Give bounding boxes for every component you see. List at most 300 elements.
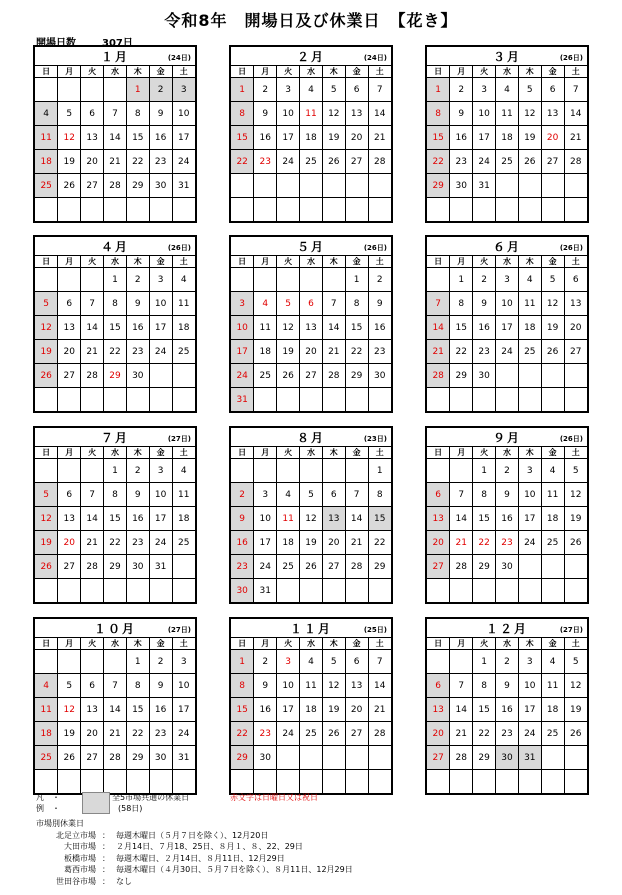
weekday-header: 日 <box>35 447 58 459</box>
empty-cell <box>564 174 587 198</box>
closed-swatch <box>82 792 110 814</box>
day-cell: 25 <box>35 746 58 770</box>
day-cell: 20 <box>427 722 450 746</box>
week-row <box>427 126 587 150</box>
empty-cell <box>126 579 149 603</box>
day-cell: 30 <box>149 746 172 770</box>
market-holiday-text: なし <box>116 876 132 886</box>
weekday-header: 火 <box>81 447 104 459</box>
empty-cell <box>172 579 195 603</box>
empty-cell <box>81 579 104 603</box>
day-cell: 25 <box>277 555 300 579</box>
empty-cell <box>518 579 541 603</box>
week-row <box>427 78 587 102</box>
day-cell: 13 <box>81 126 104 150</box>
empty-cell <box>322 174 345 198</box>
day-cell: 15 <box>104 507 127 531</box>
day-cell: 20 <box>300 340 323 364</box>
day-cell: 9 <box>126 483 149 507</box>
day-cell: 20 <box>58 340 81 364</box>
empty-cell <box>427 770 450 794</box>
day-cell: 7 <box>81 292 104 316</box>
month-open-days: (24日) <box>363 54 387 62</box>
day-cell: 25 <box>35 174 58 198</box>
month-header <box>35 619 195 638</box>
week-row <box>427 770 587 794</box>
day-cell: 7 <box>81 483 104 507</box>
day-cell: 8 <box>473 674 496 698</box>
weekday-header: 水 <box>104 447 127 459</box>
day-cell: 11 <box>172 292 195 316</box>
day-cell: 2 <box>496 459 519 483</box>
month-table <box>427 256 587 411</box>
day-cell: 17 <box>231 340 254 364</box>
weekday-header: 日 <box>231 638 254 650</box>
day-cell: 27 <box>81 174 104 198</box>
day-cell: 24 <box>149 531 172 555</box>
day-cell: 25 <box>541 722 564 746</box>
week-row <box>231 150 391 174</box>
empty-cell <box>564 198 587 222</box>
week-row <box>35 364 195 388</box>
month-calendar <box>229 45 393 223</box>
day-cell: 2 <box>126 268 149 292</box>
day-cell: 1 <box>231 650 254 674</box>
empty-cell <box>300 388 323 412</box>
empty-cell <box>368 198 391 222</box>
empty-cell <box>541 174 564 198</box>
day-cell: 9 <box>368 292 391 316</box>
day-cell: 11 <box>300 102 323 126</box>
day-cell: 13 <box>541 102 564 126</box>
day-cell: 25 <box>541 531 564 555</box>
day-cell: 13 <box>58 507 81 531</box>
day-cell: 4 <box>277 483 300 507</box>
week-row <box>427 268 587 292</box>
day-cell: 3 <box>277 650 300 674</box>
day-cell: 22 <box>368 531 391 555</box>
day-cell: 31 <box>473 174 496 198</box>
day-cell: 10 <box>496 292 519 316</box>
day-cell: 26 <box>564 722 587 746</box>
day-cell: 5 <box>564 459 587 483</box>
legend-closed-desc: 全5市場共通の休業日 <box>112 793 190 802</box>
day-cell: 23 <box>254 722 277 746</box>
day-cell: 26 <box>58 174 81 198</box>
empty-cell <box>81 459 104 483</box>
day-cell: 30 <box>254 746 277 770</box>
day-cell: 31 <box>231 388 254 412</box>
day-cell: 12 <box>518 102 541 126</box>
empty-cell <box>427 579 450 603</box>
weekday-header: 金 <box>149 66 172 78</box>
day-cell: 26 <box>322 150 345 174</box>
empty-cell <box>149 198 172 222</box>
market-holidays <box>36 818 353 887</box>
weekday-header: 水 <box>496 66 519 78</box>
day-cell: 10 <box>473 102 496 126</box>
empty-cell <box>149 364 172 388</box>
month-header <box>231 428 391 447</box>
empty-cell <box>172 388 195 412</box>
month-name: ５月 <box>296 240 325 254</box>
day-cell: 22 <box>126 722 149 746</box>
day-cell: 18 <box>35 150 58 174</box>
empty-cell <box>58 268 81 292</box>
month-table <box>35 66 195 221</box>
market-row <box>36 864 353 876</box>
month-header <box>427 428 587 447</box>
day-cell: 8 <box>368 483 391 507</box>
weekday-header: 金 <box>345 256 368 268</box>
day-cell: 24 <box>172 722 195 746</box>
week-row <box>35 78 195 102</box>
empty-cell <box>254 198 277 222</box>
empty-cell <box>58 78 81 102</box>
weekday-header: 日 <box>427 638 450 650</box>
day-cell: 24 <box>496 340 519 364</box>
day-cell: 12 <box>58 126 81 150</box>
month-open-days: (26日) <box>167 244 191 252</box>
day-cell: 22 <box>104 531 127 555</box>
day-cell: 8 <box>450 292 473 316</box>
day-cell: 18 <box>518 316 541 340</box>
day-cell: 4 <box>300 78 323 102</box>
day-cell: 30 <box>496 555 519 579</box>
day-cell: 2 <box>231 483 254 507</box>
month-open-days: (27日) <box>167 626 191 634</box>
day-cell: 1 <box>126 78 149 102</box>
day-cell: 14 <box>104 698 127 722</box>
month-open-days: (24日) <box>167 54 191 62</box>
day-cell: 23 <box>126 531 149 555</box>
day-cell: 3 <box>496 268 519 292</box>
empty-cell <box>300 268 323 292</box>
day-cell: 1 <box>427 78 450 102</box>
month-header <box>35 237 195 256</box>
week-row <box>35 292 195 316</box>
day-cell: 30 <box>126 364 149 388</box>
week-row <box>427 746 587 770</box>
day-cell: 3 <box>172 650 195 674</box>
empty-cell <box>564 555 587 579</box>
day-cell: 3 <box>172 78 195 102</box>
month-header <box>427 237 587 256</box>
legend-label-2: 例 ・ <box>36 804 60 813</box>
day-cell: 7 <box>104 674 127 698</box>
month-header <box>231 47 391 66</box>
day-cell: 3 <box>518 650 541 674</box>
day-cell: 6 <box>58 483 81 507</box>
week-row <box>231 579 391 603</box>
day-cell: 17 <box>172 698 195 722</box>
empty-cell <box>277 770 300 794</box>
weekday-header: 土 <box>564 256 587 268</box>
empty-cell <box>172 364 195 388</box>
day-cell: 24 <box>473 150 496 174</box>
empty-cell <box>104 78 127 102</box>
day-cell: 2 <box>254 650 277 674</box>
day-cell: 31 <box>518 746 541 770</box>
empty-cell <box>58 770 81 794</box>
month-open-days: (25日) <box>363 626 387 634</box>
weekday-header: 水 <box>300 638 323 650</box>
empty-cell <box>172 198 195 222</box>
month-table <box>427 447 587 602</box>
day-cell: 13 <box>81 698 104 722</box>
day-cell: 16 <box>473 316 496 340</box>
day-cell: 26 <box>322 722 345 746</box>
legend-red-note: 赤文字は日曜日又は祝日 <box>230 793 318 802</box>
page-title: 令和8年 開場日及び休業日 【花き】 <box>164 11 458 30</box>
day-cell: 7 <box>345 483 368 507</box>
day-cell: 24 <box>172 150 195 174</box>
empty-cell <box>427 650 450 674</box>
day-cell: 11 <box>172 483 195 507</box>
day-cell: 7 <box>427 292 450 316</box>
weekday-header: 木 <box>518 66 541 78</box>
week-row <box>231 198 391 222</box>
day-cell: 21 <box>450 531 473 555</box>
month-table <box>231 66 391 221</box>
day-cell: 23 <box>496 722 519 746</box>
week-row <box>427 579 587 603</box>
day-cell: 7 <box>368 78 391 102</box>
day-cell: 6 <box>322 483 345 507</box>
day-cell: 1 <box>473 650 496 674</box>
day-cell: 10 <box>277 674 300 698</box>
day-cell: 30 <box>368 364 391 388</box>
day-cell: 7 <box>104 102 127 126</box>
day-cell: 20 <box>345 126 368 150</box>
day-cell: 18 <box>35 722 58 746</box>
day-cell: 16 <box>126 507 149 531</box>
day-cell: 26 <box>35 364 58 388</box>
empty-cell <box>104 579 127 603</box>
day-cell: 9 <box>126 292 149 316</box>
empty-cell <box>541 388 564 412</box>
day-cell: 10 <box>254 507 277 531</box>
empty-cell <box>322 268 345 292</box>
day-cell: 19 <box>58 150 81 174</box>
month-calendar <box>33 45 197 223</box>
day-cell: 7 <box>450 483 473 507</box>
day-cell: 27 <box>427 746 450 770</box>
empty-cell <box>254 268 277 292</box>
empty-cell <box>149 388 172 412</box>
day-cell: 23 <box>450 150 473 174</box>
week-row <box>231 102 391 126</box>
day-cell: 19 <box>35 340 58 364</box>
day-cell: 12 <box>35 316 58 340</box>
empty-cell <box>81 78 104 102</box>
weekday-header: 水 <box>104 256 127 268</box>
open-days-label: 開場日数 <box>36 38 76 49</box>
month-table <box>35 256 195 411</box>
market-holiday-text: 毎週木曜日（５月７日を除く）、12月20日 <box>116 830 269 840</box>
day-cell: 4 <box>172 459 195 483</box>
separator: ： <box>102 853 110 863</box>
day-cell: 17 <box>172 126 195 150</box>
day-cell: 11 <box>35 698 58 722</box>
weekday-header: 日 <box>427 447 450 459</box>
weekday-header: 木 <box>322 447 345 459</box>
week-row <box>35 483 195 507</box>
day-cell: 18 <box>172 507 195 531</box>
day-cell: 29 <box>104 364 127 388</box>
day-cell: 4 <box>300 650 323 674</box>
month-calendar <box>425 617 589 795</box>
empty-cell <box>35 268 58 292</box>
month-header <box>427 47 587 66</box>
day-cell: 22 <box>427 150 450 174</box>
week-row <box>35 698 195 722</box>
month-calendar <box>229 617 393 795</box>
week-row <box>35 102 195 126</box>
day-cell: 21 <box>564 126 587 150</box>
empty-cell <box>368 388 391 412</box>
market-name: 北足立市場 <box>56 830 96 840</box>
day-cell: 20 <box>58 531 81 555</box>
day-cell: 28 <box>450 746 473 770</box>
day-cell: 15 <box>104 316 127 340</box>
day-cell: 10 <box>149 483 172 507</box>
day-cell: 20 <box>322 531 345 555</box>
empty-cell <box>81 198 104 222</box>
day-cell: 25 <box>300 722 323 746</box>
day-cell: 27 <box>322 555 345 579</box>
weekday-header: 木 <box>322 66 345 78</box>
weekday-header: 木 <box>126 638 149 650</box>
day-cell: 9 <box>496 674 519 698</box>
day-cell: 17 <box>149 507 172 531</box>
month-name: ９月 <box>492 431 521 445</box>
day-cell: 3 <box>277 78 300 102</box>
empty-cell <box>564 579 587 603</box>
empty-cell <box>254 174 277 198</box>
week-row <box>35 150 195 174</box>
weekday-header: 金 <box>149 447 172 459</box>
day-cell: 28 <box>450 555 473 579</box>
day-cell: 31 <box>172 174 195 198</box>
market-row <box>36 830 353 842</box>
empty-cell <box>450 770 473 794</box>
weekday-header: 木 <box>126 66 149 78</box>
day-cell: 30 <box>149 174 172 198</box>
day-cell: 21 <box>427 340 450 364</box>
day-cell: 16 <box>254 126 277 150</box>
empty-cell <box>564 364 587 388</box>
day-cell: 17 <box>254 531 277 555</box>
day-cell: 23 <box>149 722 172 746</box>
month-name: ７月 <box>100 431 129 445</box>
week-row <box>231 531 391 555</box>
day-cell: 24 <box>277 722 300 746</box>
month-calendar <box>425 45 589 223</box>
legend-label-1: 凡 ・ <box>36 793 60 802</box>
empty-cell <box>58 198 81 222</box>
weekday-header: 金 <box>541 66 564 78</box>
week-row <box>427 698 587 722</box>
week-row <box>231 555 391 579</box>
week-row <box>35 340 195 364</box>
week-row <box>427 364 587 388</box>
weekday-header: 月 <box>450 638 473 650</box>
empty-cell <box>345 198 368 222</box>
month-name: １１月 <box>289 622 332 636</box>
empty-cell <box>126 388 149 412</box>
month-table <box>427 66 587 221</box>
empty-cell <box>518 198 541 222</box>
month-table <box>231 638 391 793</box>
legend-closed-count: (58日) <box>118 804 143 813</box>
month-calendar <box>425 426 589 604</box>
week-row <box>231 126 391 150</box>
day-cell: 23 <box>126 340 149 364</box>
empty-cell <box>104 198 127 222</box>
weekday-header: 土 <box>368 638 391 650</box>
day-cell: 27 <box>427 555 450 579</box>
day-cell: 19 <box>300 531 323 555</box>
day-cell: 25 <box>496 150 519 174</box>
day-cell: 10 <box>518 483 541 507</box>
day-cell: 16 <box>496 698 519 722</box>
day-cell: 21 <box>450 722 473 746</box>
week-row <box>35 579 195 603</box>
empty-cell <box>35 579 58 603</box>
weekday-header: 月 <box>450 66 473 78</box>
empty-cell <box>450 459 473 483</box>
weekday-header: 火 <box>473 256 496 268</box>
day-cell: 2 <box>149 650 172 674</box>
month-header <box>35 47 195 66</box>
weekday-header: 木 <box>322 638 345 650</box>
day-cell: 12 <box>564 674 587 698</box>
empty-cell <box>126 198 149 222</box>
weekday-header: 木 <box>126 256 149 268</box>
weekday-header: 日 <box>427 256 450 268</box>
week-row <box>35 531 195 555</box>
week-row <box>231 78 391 102</box>
day-cell: 12 <box>564 483 587 507</box>
day-cell: 10 <box>172 674 195 698</box>
day-cell: 4 <box>541 650 564 674</box>
empty-cell <box>149 770 172 794</box>
month-table <box>231 447 391 602</box>
week-row <box>35 507 195 531</box>
day-cell: 25 <box>300 150 323 174</box>
day-cell: 26 <box>300 555 323 579</box>
weekday-header: 月 <box>254 66 277 78</box>
day-cell: 30 <box>231 579 254 603</box>
day-cell: 28 <box>368 150 391 174</box>
weekday-header: 日 <box>427 66 450 78</box>
day-cell: 28 <box>322 364 345 388</box>
day-cell: 16 <box>231 531 254 555</box>
day-cell: 20 <box>81 722 104 746</box>
empty-cell <box>496 770 519 794</box>
empty-cell <box>473 770 496 794</box>
day-cell: 28 <box>104 746 127 770</box>
day-cell: 25 <box>172 340 195 364</box>
empty-cell <box>473 579 496 603</box>
day-cell: 22 <box>126 150 149 174</box>
day-cell: 27 <box>58 555 81 579</box>
day-cell: 23 <box>231 555 254 579</box>
day-cell: 15 <box>345 316 368 340</box>
empty-cell <box>345 388 368 412</box>
empty-cell <box>149 579 172 603</box>
